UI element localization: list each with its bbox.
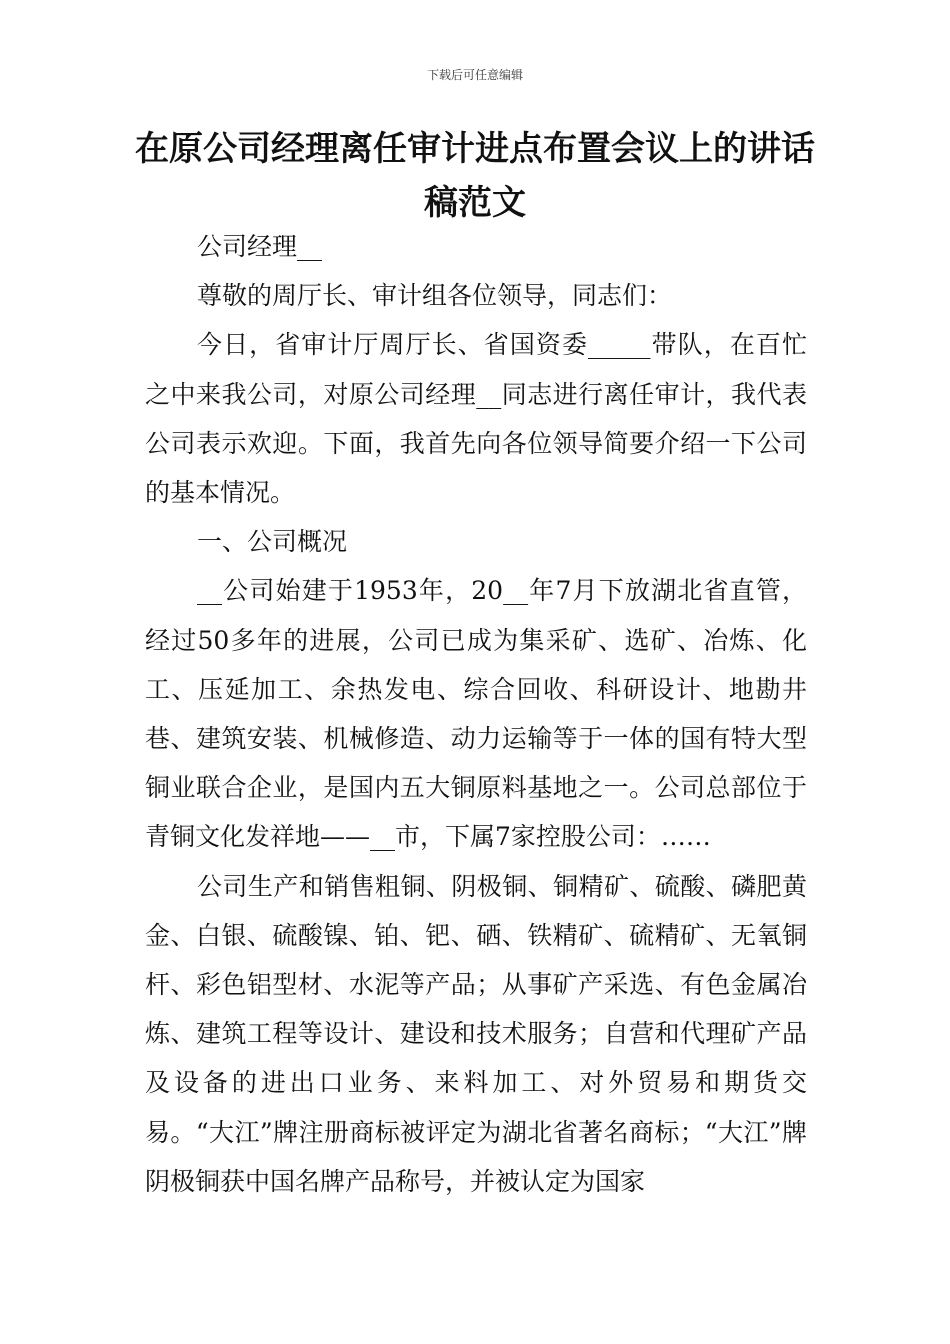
document-title: 在原公司经理离任审计进点布置会议上的讲话稿范文	[135, 129, 815, 223]
paragraph-salutation: 尊敬的周厅长、审计组各位领导，同志们：	[197, 281, 673, 311]
header-note: 下载后可任意编辑	[426, 68, 523, 82]
section-heading-overview: 一、公司概况	[197, 527, 348, 557]
paragraph-company-history: __公司始建于1953年，20__年7月下放湖北省直管，经过50多年的进展，公司已成为集采矿、选矿、冶炼、化工、压延加工、余热发电、综合回收、科研设计、地勘井巷、建筑安装、机械修造、动力运输等于一体的国有特大型铜业联合企业，是国内五大铜原料基地之一。公司总部位于青铜文化发祥地——__市，下属7家控股公司：……	[145, 576, 807, 852]
paragraph-welcome: 今日，省审计厅周厅长、省国资委_____带队，在百忙之中来我公司，对原公司经理__同志进行离任审计，我代表公司表示欢迎。下面，我首先向各位领导简要介绍一下公司的基本情况。	[145, 330, 807, 508]
paragraph-recipient: 公司经理__	[197, 232, 323, 261]
document-body	[145, 222, 807, 1206]
paragraph-products: 公司生产和销售粗铜、阴极铜、铜精矿、硫酸、磷肥黄金、白银、硫酸镍、铂、钯、硒、铁精矿、硫精矿、无氧铜杆、彩色铝型材、水泥等产品；从事矿产采选、有色金属冶炼、建筑工程等设计、建设和技术服务；自营和代理矿产品及设备的进出口业务、来料加工、对外贸易和期货交易。“大江”牌注册商标被评定为湖北省著名商标；“大江”牌阴极铜获中国名牌产品称号，并被认定为国家	[145, 871, 807, 1196]
